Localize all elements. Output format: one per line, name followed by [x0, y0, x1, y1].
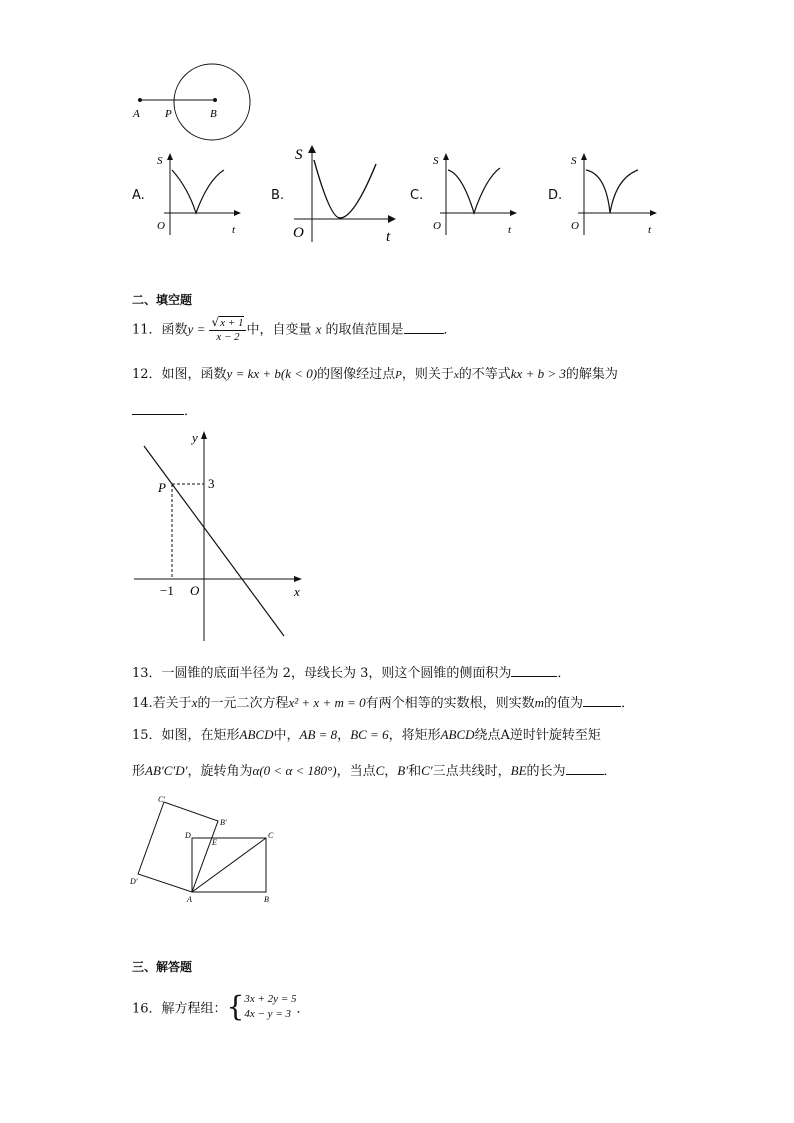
- q12-graph: [130, 428, 310, 644]
- option-a-label: A.: [132, 188, 145, 203]
- q16-system: [244, 992, 296, 1022]
- q12-line: [144, 446, 284, 636]
- option-c-o: O: [433, 220, 441, 232]
- section-2-heading: 二、填空题: [132, 293, 193, 307]
- option-c-label: C.: [410, 188, 424, 203]
- option-d-curve: [586, 170, 638, 213]
- option-b-t: t: [386, 229, 391, 245]
- q13-answer-blank[interactable]: [511, 666, 557, 677]
- q15-l2e: 和: [408, 764, 422, 779]
- point-b: [213, 98, 217, 102]
- option-c-s: S: [433, 155, 439, 167]
- option-d-s: S: [571, 155, 577, 167]
- q14-text2: 的一元二次方程: [197, 696, 289, 711]
- question-12: [132, 363, 618, 382]
- label-p: P: [165, 108, 172, 120]
- q12-end: ．: [184, 404, 198, 419]
- q15-l2f: 三点共线时，: [432, 764, 511, 779]
- q16-prefix: 16．解方程组：: [132, 1001, 227, 1017]
- rectangle-ab-c-d: [138, 802, 218, 892]
- q12-text3: ，则关于: [401, 367, 454, 382]
- q15-figure: [130, 792, 280, 904]
- question-12-answer-line: [132, 400, 197, 419]
- q14-prefix: 14.若关于: [132, 696, 192, 711]
- option-d-o: O: [571, 220, 579, 232]
- option-b-graph: [290, 142, 400, 247]
- q15-text4: 绕点A逆时针旋转至矩: [474, 728, 601, 743]
- option-a-curve: [172, 170, 224, 213]
- option-a-graph: [152, 150, 244, 240]
- q14-equation: x² + x + m = 0: [288, 695, 366, 710]
- question-11: [132, 316, 457, 344]
- q11-answer-blank[interactable]: [404, 323, 444, 334]
- q15-ab: AB = 8: [299, 727, 338, 742]
- q15-be: BE: [510, 763, 527, 778]
- q11-y: y =: [187, 321, 206, 337]
- fig15-label-bp: B′: [220, 818, 227, 827]
- q12-axis-x: x: [294, 584, 300, 599]
- option-a-t: t: [232, 224, 236, 236]
- q12-tick-3: 3: [208, 476, 215, 491]
- q15-l2c: ，当点: [336, 764, 376, 779]
- option-b-o: O: [293, 225, 304, 241]
- q15-sep: ，: [337, 728, 351, 743]
- q11-end: ．: [443, 322, 457, 338]
- q12-text4: 的不等式: [458, 367, 511, 382]
- option-b-label: B.: [271, 188, 285, 203]
- q14-answer-blank[interactable]: [583, 696, 621, 707]
- q15-abcd: ABCD: [239, 727, 274, 742]
- q12-point-p: P: [158, 480, 166, 495]
- option-d-graph: [566, 150, 662, 240]
- fig15-label-dp: D′: [130, 877, 138, 886]
- q12-text2: 的图像经过点: [317, 367, 396, 382]
- q12-p: P: [395, 369, 402, 381]
- q16-eq2: 4x − y = 3: [244, 1008, 291, 1020]
- fig15-label-e: E: [212, 838, 217, 847]
- q12-inequality: kx + b > 3: [510, 366, 566, 381]
- option-c-graph: [428, 150, 520, 240]
- q14-text4: 的值为: [544, 696, 584, 711]
- q15-l2g: 的长为: [526, 764, 566, 779]
- q14-m: m: [534, 695, 545, 710]
- circle-figure: [130, 62, 260, 144]
- option-b-curve: [314, 160, 376, 218]
- question-16: [132, 992, 310, 1022]
- q12-cond: (k < 0): [280, 366, 318, 381]
- q11-fraction: $\frac{√x + 1}{x - 2}$: [209, 316, 246, 344]
- q12-answer-blank[interactable]: [132, 404, 184, 415]
- label-b: B: [210, 108, 217, 120]
- option-d-label: D.: [548, 188, 563, 203]
- fig15-label-c: C: [268, 831, 274, 840]
- option-c-curve: [448, 168, 500, 213]
- q14-text3: 有两个相等的实数根，则实数: [365, 696, 535, 711]
- q15-bc: BC = 6: [350, 727, 389, 742]
- q15-answer-blank[interactable]: [566, 764, 604, 775]
- q11-tail: 中，自变量: [246, 322, 312, 338]
- q15-l2d: ，: [384, 764, 398, 779]
- question-14: [132, 692, 634, 711]
- q11-numerator: x + 1: [220, 317, 244, 329]
- q12-text5: 的解集为: [565, 367, 618, 382]
- q12-tick-neg1: −1: [160, 583, 174, 598]
- point-a: [138, 98, 142, 102]
- q15-text3: ，将矩形: [388, 728, 441, 743]
- option-a-s: S: [157, 155, 163, 167]
- q16-eq1: 3x + 2y = 5: [244, 993, 297, 1005]
- q13-text: 13．一圆锥的底面半径为 2，母线长为 3，则这个圆锥的侧面积为: [132, 666, 512, 681]
- q15-abcd2: ABCD: [440, 727, 475, 742]
- question-15-line1: [132, 724, 601, 743]
- q15-alpha: α(0 < α < 180°): [252, 763, 337, 778]
- q15-bp: B′: [397, 763, 409, 778]
- circle: [174, 64, 250, 140]
- option-c-t: t: [508, 224, 512, 236]
- section-3-heading: 三、解答题: [132, 960, 193, 974]
- q15-prefix: 15．如图，在矩形: [132, 728, 240, 743]
- q15-end: ．: [603, 764, 617, 779]
- q11-tail2: 的取值范围是: [325, 322, 404, 338]
- fig15-label-d: D: [185, 831, 191, 840]
- q16-brace: {: [226, 990, 245, 1023]
- q13-end: ．: [557, 666, 571, 681]
- option-a-o: O: [157, 220, 165, 232]
- q16-end: ．: [296, 1001, 310, 1017]
- question-13: [132, 662, 570, 681]
- q15-c: C: [375, 763, 385, 778]
- q15-text2: 中，: [273, 728, 300, 743]
- q15-abcd3: AB′C′D′: [145, 763, 188, 778]
- fig15-label-b: B: [264, 895, 269, 904]
- fig15-label-a: A: [187, 895, 192, 904]
- q11-denominator: x − 2: [216, 331, 240, 343]
- q15-cp: C′: [421, 763, 433, 778]
- option-b-s: S: [295, 147, 303, 163]
- q14-end: ．: [621, 696, 635, 711]
- q12-axis-y: y: [192, 430, 198, 445]
- q14-x: x: [191, 695, 198, 710]
- q12-x: x: [453, 369, 459, 381]
- option-d-t: t: [648, 224, 652, 236]
- q15-l2b: ，旋转角为: [187, 764, 253, 779]
- q12-origin: O: [190, 583, 200, 598]
- label-a: A: [133, 108, 140, 120]
- diagonal-ac: [192, 838, 266, 892]
- q11-x: x: [315, 321, 322, 337]
- q12-prefix: 12．如图，函数: [132, 367, 227, 382]
- q11-prefix: 11．函数: [132, 322, 188, 338]
- fig15-label-cp: C′: [158, 795, 166, 804]
- q15-l2a: 形: [132, 764, 146, 779]
- q12-expr: y = kx + b: [226, 366, 281, 381]
- question-15-line2: [132, 760, 617, 779]
